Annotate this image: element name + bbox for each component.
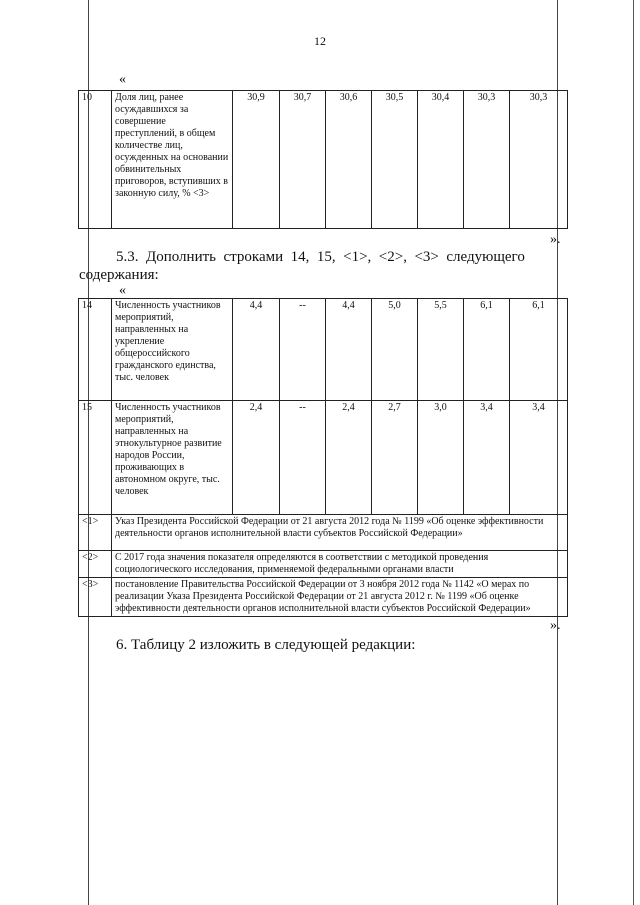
indicator-name: Доля лиц, ранее осуждавшихся за совершение преступлений, в общем количестве лиц, осужденных на основании обвинительных приговоров, вступивших в законную силу, % <3>: [112, 91, 233, 229]
value-cell: 2,4: [326, 401, 372, 515]
value-cell: 30,3: [464, 91, 510, 229]
open-quote-1: «: [119, 72, 126, 87]
value-cell: 3,4: [510, 401, 568, 515]
value-cell: 30,9: [233, 91, 280, 229]
value-cell: 30,6: [326, 91, 372, 229]
close-quote-1: ».: [550, 232, 561, 247]
close-quote-2: ».: [550, 618, 561, 633]
footnote-row: [79, 515, 568, 551]
page-number: 12: [314, 34, 326, 48]
value-cell: 2,4: [233, 401, 280, 515]
footnote-text: С 2017 года значения показателя определяются в соответствии с методикой проведения социологического исследования, применяемой федеральными органами власти: [112, 551, 568, 578]
indicator-name: Численность участников мероприятий, направленных на этнокультурное развитие народов России, проживающих в автономном округе, тыс. человек: [112, 401, 233, 515]
row-number: 15: [79, 401, 112, 515]
footnote-mark: <1>: [79, 515, 112, 551]
value-cell: 30,3: [510, 91, 568, 229]
row-number: 10: [79, 91, 112, 229]
value-cell: 6,1: [464, 299, 510, 401]
value-cell: 30,4: [418, 91, 464, 229]
indicator-name: Численность участников мероприятий, направленных на укрепление общероссийского гражданского единства, тыс. человек: [112, 299, 233, 401]
table-row: [79, 401, 568, 515]
footnote-row: [79, 578, 568, 617]
table-row: [79, 299, 568, 401]
value-cell: 6,1: [510, 299, 568, 401]
footnote-text: Указ Президента Российской Федерации от 21 августа 2012 года № 1199 «Об оценке эффективности деятельности органов исполнительной власти субъектов Российской Федерации»: [112, 515, 568, 551]
value-cell: 30,5: [372, 91, 418, 229]
value-cell: --: [280, 299, 326, 401]
row-number: 14: [79, 299, 112, 401]
value-cell: --: [280, 401, 326, 515]
value-cell: 5,0: [372, 299, 418, 401]
paragraph-5-3-line1: 5.3. Дополнить строками 14, 15, <1>, <2>, <3> следующего: [116, 249, 525, 265]
value-cell: 5,5: [418, 299, 464, 401]
value-cell: 4,4: [326, 299, 372, 401]
open-quote-2: «: [119, 283, 126, 298]
value-cell: 30,7: [280, 91, 326, 229]
table-main: [78, 298, 568, 617]
footnote-text: постановление Правительства Российской Федерации от 3 ноября 2012 года № 1142 «О мерах по реализации Указа Президента Российской Федерации от 21 августа 2012 г. № 1199 «Об оценке эффективности деятельности органов исполнительной власти субъектов Российской Федерации»: [112, 578, 568, 617]
page-edge-line: [633, 0, 634, 905]
footnote-row: [79, 551, 568, 578]
footnote-mark: <3>: [79, 578, 112, 617]
footnote-mark: <2>: [79, 551, 112, 578]
paragraph-6: 6. Таблицу 2 изложить в следующей редакции:: [116, 637, 416, 653]
value-cell: 4,4: [233, 299, 280, 401]
table-row: [79, 91, 568, 229]
table-top: [78, 90, 568, 229]
paragraph-5-3-line2: содержания:: [79, 267, 159, 283]
value-cell: 3,4: [464, 401, 510, 515]
value-cell: 2,7: [372, 401, 418, 515]
value-cell: 3,0: [418, 401, 464, 515]
